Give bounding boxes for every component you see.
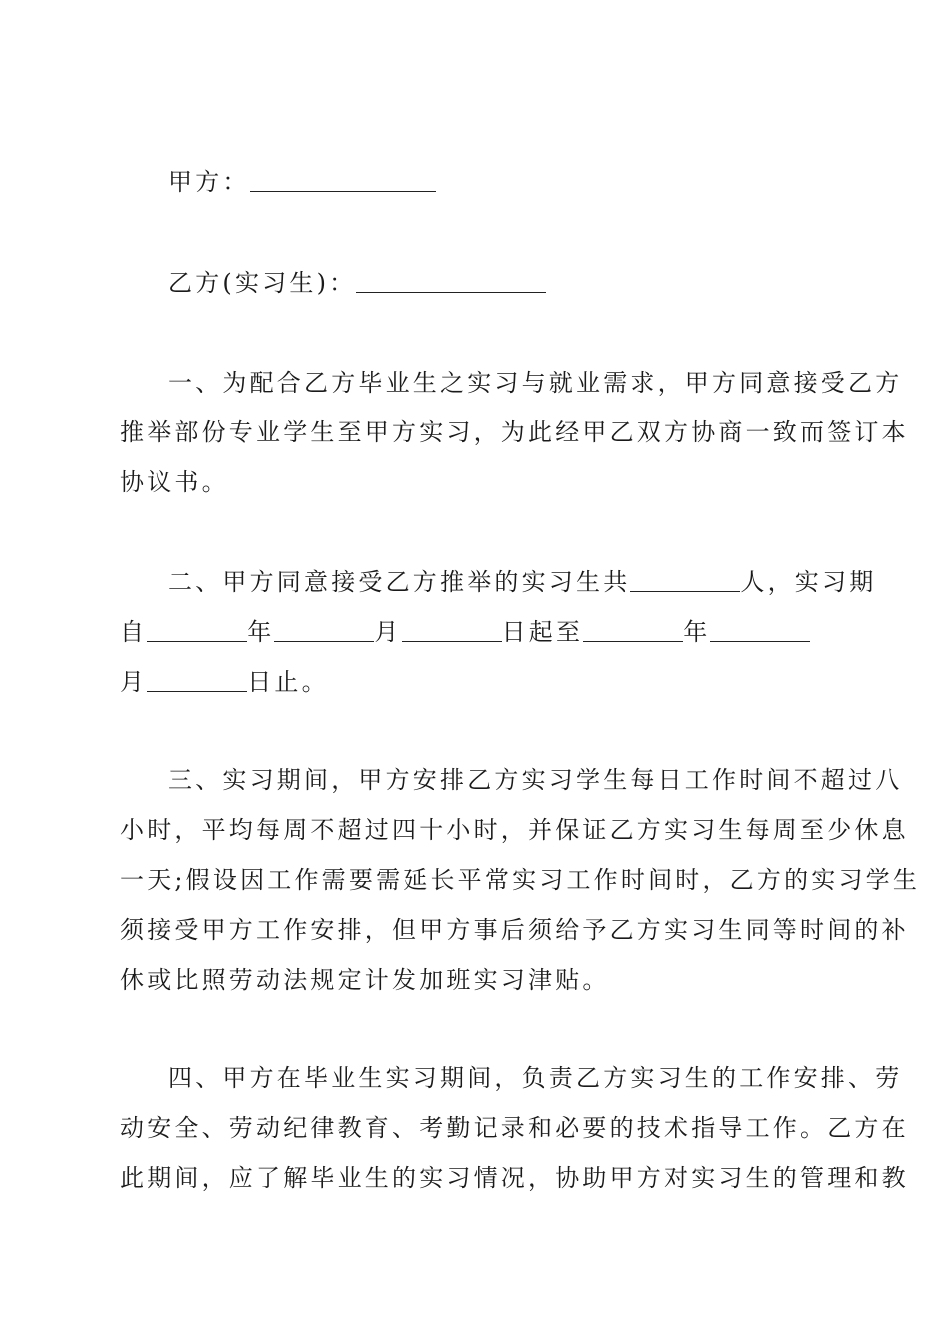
end-day-blank <box>147 669 247 692</box>
clause-3-line-5: 休或比照劳动法规定计发加班实习津贴。 <box>120 966 610 994</box>
start-year-blank <box>147 619 247 642</box>
clause-2-text: 年 <box>683 618 711 646</box>
end-year-blank <box>583 619 683 642</box>
clause-2-text: 日起至 <box>501 618 584 646</box>
clause-2-text: 人，实习期 <box>740 568 877 596</box>
clause-2-line-3 <box>120 662 832 697</box>
clause-3-line-3: 一天;假设因工作需要需延长平常实习工作时间时，乙方的实习学生 <box>120 866 921 894</box>
clause-4-line-3: 此期间，应了解毕业生的实习情况，协助甲方对实习生的管理和教 <box>120 1164 909 1192</box>
clause-4-line-1: 四、甲方在毕业生实习期间，负责乙方实习生的工作安排、劳 <box>168 1064 903 1092</box>
clause-3-line-2: 小时，平均每周不超过四十小时，并保证乙方实习生每周至少休息 <box>120 816 909 844</box>
party-b-line <box>168 263 832 298</box>
end-month-blank <box>710 619 810 642</box>
clause-2-text: 自 <box>120 618 148 646</box>
clause-3-line-4: 须接受甲方工作安排，但甲方事后须给予乙方实习生同等时间的补 <box>120 916 909 944</box>
clause-3-line-1: 三、实习期间，甲方安排乙方实习学生每日工作时间不超过八 <box>168 766 903 794</box>
intern-count-blank <box>630 569 740 592</box>
clause-2-text: 月 <box>120 668 148 696</box>
clause-1-line-1: 一、为配合乙方毕业生之实习与就业需求，甲方同意接受乙方 <box>168 369 903 397</box>
clause-2-text: 二、甲方同意接受乙方推举的实习生共 <box>168 568 631 596</box>
clause-2-line-2 <box>120 612 832 647</box>
clause-2-text: 月 <box>374 618 402 646</box>
clause-1-line-2: 推举部份专业学生至甲方实习，为此经甲乙双方协商一致而签订本 <box>120 418 909 446</box>
start-day-blank <box>402 619 502 642</box>
party-a-line <box>168 162 832 197</box>
party-a-label: 甲方： <box>168 168 250 196</box>
party-b-blank <box>356 270 546 293</box>
clause-1-line-3: 协议书。 <box>120 468 229 496</box>
party-a-blank <box>250 169 436 192</box>
clause-4-line-2: 动安全、劳动纪律教育、考勤记录和必要的技术指导工作。乙方在 <box>120 1114 909 1142</box>
clause-2-text: 日止。 <box>247 668 329 696</box>
clause-2-line-1 <box>168 562 877 597</box>
party-b-label: 乙方(实习生)： <box>168 269 357 297</box>
clause-2-text: 年 <box>247 618 275 646</box>
start-month-blank <box>274 619 374 642</box>
